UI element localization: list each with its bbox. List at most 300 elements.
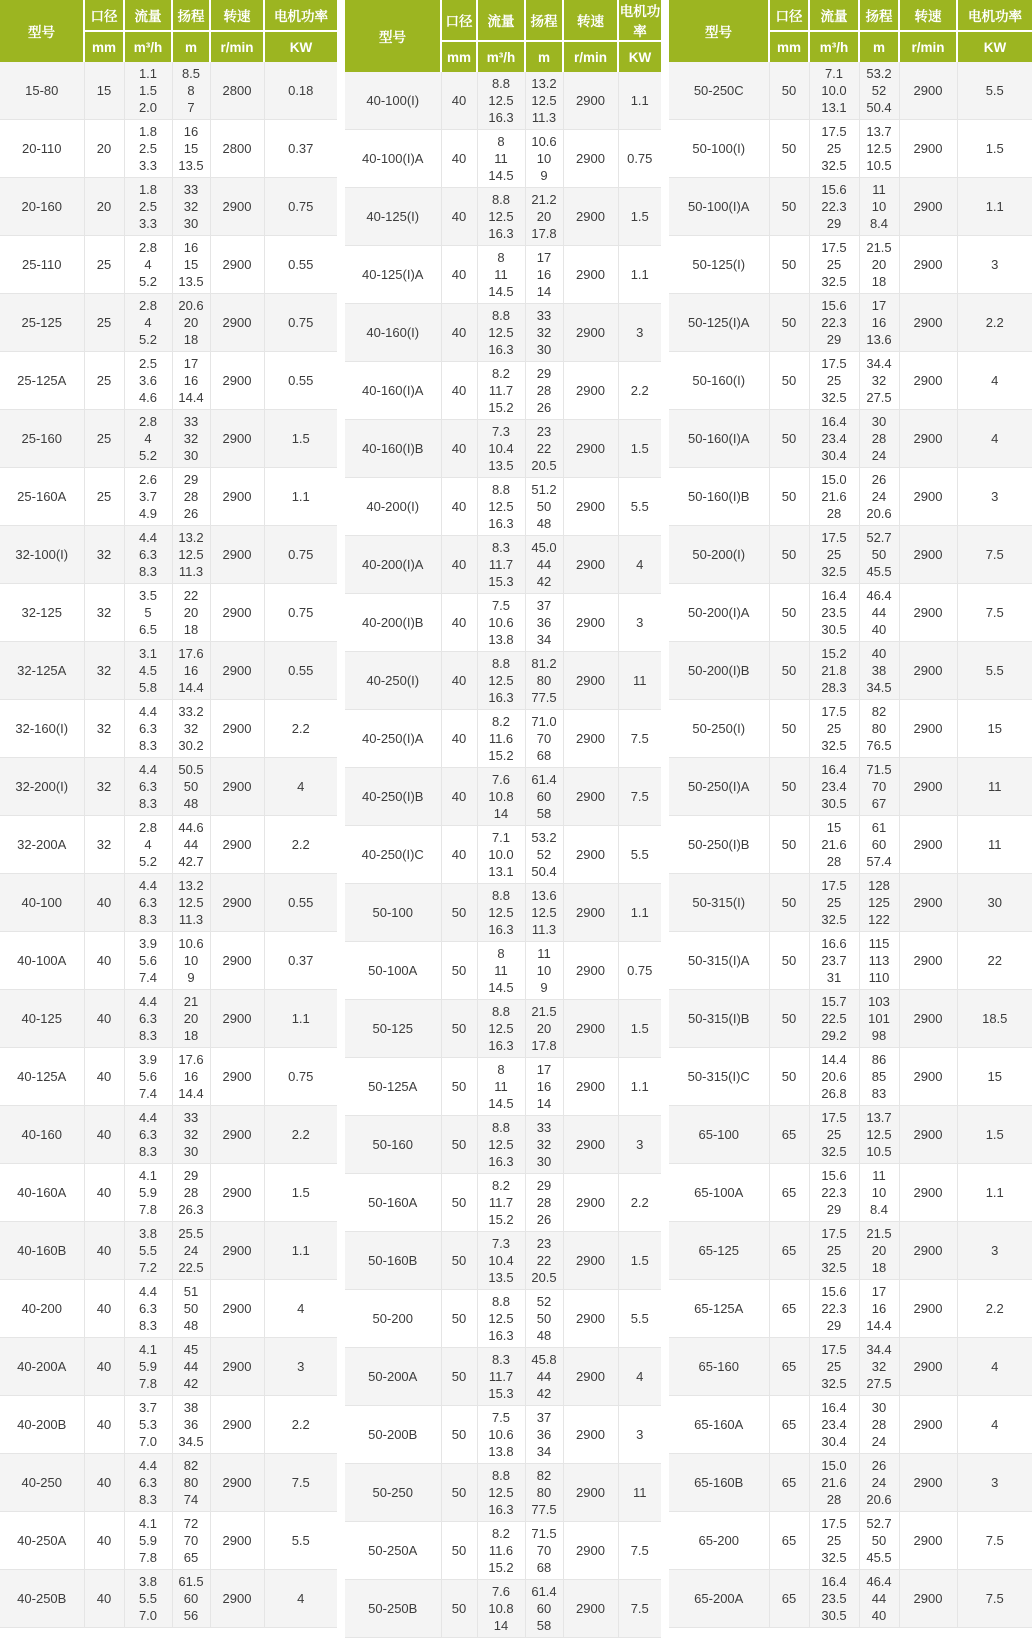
model-cell: 40-125(I)A	[345, 246, 441, 304]
speed-cell: 2900	[899, 62, 957, 120]
col-header-power-unit: KW	[957, 31, 1032, 62]
head-cell: 71.5 70 67	[859, 758, 899, 816]
power-cell: 1.5	[618, 188, 661, 246]
table-row	[345, 1116, 661, 1174]
power-cell: 7.5	[618, 1580, 661, 1638]
table-row	[669, 1280, 1032, 1338]
speed-cell: 2900	[563, 1464, 618, 1522]
model-cell: 65-200A	[669, 1570, 769, 1628]
diameter-cell: 40	[441, 594, 477, 652]
head-cell: 11 10 9	[525, 942, 563, 1000]
speed-cell: 2900	[899, 120, 957, 178]
model-cell: 40-250(I)	[345, 652, 441, 710]
col-header-model: 型号	[669, 0, 769, 62]
flow-cell: 8 11 14.5	[477, 1058, 525, 1116]
head-cell: 21 20 18	[172, 990, 210, 1048]
diameter-cell: 50	[769, 758, 809, 816]
speed-cell: 2900	[563, 536, 618, 594]
power-cell: 1.5	[618, 1232, 661, 1290]
col-header-flow-unit: m³/h	[477, 41, 525, 72]
flow-cell: 4.4 6.3 8.3	[124, 700, 172, 758]
model-cell: 40-160(I)A	[345, 362, 441, 420]
diameter-cell: 50	[769, 526, 809, 584]
power-cell: 0.37	[264, 120, 337, 178]
table-row	[345, 536, 661, 594]
model-cell: 50-200	[345, 1290, 441, 1348]
speed-cell: 2900	[563, 1406, 618, 1464]
model-cell: 40-250(I)B	[345, 768, 441, 826]
power-cell: 2.2	[618, 362, 661, 420]
table-row	[345, 1174, 661, 1232]
speed-cell: 2900	[899, 1396, 957, 1454]
flow-cell: 8.3 11.7 15.3	[477, 1348, 525, 1406]
table-row	[669, 294, 1032, 352]
model-cell: 40-250(I)A	[345, 710, 441, 768]
model-cell: 50-200A	[345, 1348, 441, 1406]
table-row	[0, 236, 337, 294]
power-cell: 3	[618, 1116, 661, 1174]
power-cell: 2.2	[264, 816, 337, 874]
flow-cell: 17.5 25 32.5	[809, 526, 859, 584]
flow-cell: 15.2 21.8 28.3	[809, 642, 859, 700]
flow-cell: 1.8 2.5 3.3	[124, 120, 172, 178]
speed-cell: 2900	[899, 874, 957, 932]
flow-cell: 3.7 5.3 7.0	[124, 1396, 172, 1454]
power-cell: 0.75	[264, 584, 337, 642]
head-cell: 53.2 52 50.4	[859, 62, 899, 120]
speed-cell: 2900	[899, 816, 957, 874]
power-cell: 0.55	[264, 642, 337, 700]
table-row	[345, 1406, 661, 1464]
speed-cell: 2900	[563, 1580, 618, 1638]
head-cell: 11 10 8.4	[859, 178, 899, 236]
speed-cell: 2900	[899, 758, 957, 816]
flow-cell: 17.5 25 32.5	[809, 1512, 859, 1570]
speed-cell: 2900	[899, 468, 957, 526]
speed-cell: 2900	[210, 294, 264, 352]
diameter-cell: 40	[84, 1106, 124, 1164]
speed-cell: 2900	[563, 652, 618, 710]
diameter-cell: 50	[441, 1348, 477, 1406]
table-row	[669, 932, 1032, 990]
model-cell: 50-315(I)A	[669, 932, 769, 990]
head-cell: 29 28 26	[525, 362, 563, 420]
diameter-cell: 50	[769, 410, 809, 468]
table-row	[0, 468, 337, 526]
diameter-cell: 40	[84, 1454, 124, 1512]
model-cell: 50-200B	[345, 1406, 441, 1464]
speed-cell: 2900	[563, 72, 618, 130]
diameter-cell: 65	[769, 1396, 809, 1454]
model-cell: 32-125	[0, 584, 84, 642]
head-cell: 51 50 48	[172, 1280, 210, 1338]
diameter-cell: 25	[84, 352, 124, 410]
col-header-power-unit: KW	[264, 31, 337, 62]
table-row	[0, 1454, 337, 1512]
table-row	[345, 1348, 661, 1406]
diameter-cell: 50	[769, 584, 809, 642]
power-cell: 15	[957, 700, 1032, 758]
model-cell: 50-250B	[345, 1580, 441, 1638]
diameter-cell: 50	[769, 932, 809, 990]
speed-cell: 2900	[899, 236, 957, 294]
flow-cell: 4.4 6.3 8.3	[124, 990, 172, 1048]
table-row	[669, 990, 1032, 1048]
flow-cell: 8 11 14.5	[477, 130, 525, 188]
model-cell: 50-200(I)A	[669, 584, 769, 642]
col-header-flow: 流量	[809, 0, 859, 31]
head-cell: 50.5 50 48	[172, 758, 210, 816]
speed-cell: 2900	[210, 526, 264, 584]
diameter-cell: 40	[84, 1164, 124, 1222]
power-cell: 15	[957, 1048, 1032, 1106]
head-cell: 17 16 14	[525, 1058, 563, 1116]
model-cell: 50-100	[345, 884, 441, 942]
flow-cell: 2.8 4 5.2	[124, 236, 172, 294]
power-cell: 1.1	[618, 246, 661, 304]
speed-cell: 2900	[899, 1048, 957, 1106]
power-cell: 1.1	[957, 1164, 1032, 1222]
diameter-cell: 50	[769, 1048, 809, 1106]
model-cell: 40-100	[0, 874, 84, 932]
diameter-cell: 40	[84, 1280, 124, 1338]
head-cell: 17 16 14.4	[172, 352, 210, 410]
table-row	[0, 990, 337, 1048]
speed-cell: 2900	[563, 942, 618, 1000]
power-cell: 3	[618, 594, 661, 652]
speed-cell: 2900	[210, 642, 264, 700]
table-header	[345, 0, 661, 72]
head-cell: 46.4 44 40	[859, 584, 899, 642]
table-row	[669, 1048, 1032, 1106]
table-row	[669, 1106, 1032, 1164]
table-row	[0, 410, 337, 468]
speed-cell: 2900	[563, 1348, 618, 1406]
diameter-cell: 40	[441, 826, 477, 884]
table-row	[669, 236, 1032, 294]
power-cell: 7.5	[957, 1512, 1032, 1570]
model-cell: 32-160(I)	[0, 700, 84, 758]
head-cell: 29 28 26	[525, 1174, 563, 1232]
head-cell: 52.7 50 45.5	[859, 1512, 899, 1570]
speed-cell: 2800	[210, 120, 264, 178]
table-row	[669, 526, 1032, 584]
col-header-head-unit: m	[859, 31, 899, 62]
flow-cell: 14.4 20.6 26.8	[809, 1048, 859, 1106]
diameter-cell: 65	[769, 1338, 809, 1396]
diameter-cell: 25	[84, 294, 124, 352]
head-cell: 82 80 77.5	[525, 1464, 563, 1522]
power-cell: 2.2	[618, 1174, 661, 1232]
diameter-cell: 50	[769, 352, 809, 410]
flow-cell: 17.5 25 32.5	[809, 236, 859, 294]
speed-cell: 2900	[899, 1280, 957, 1338]
head-cell: 29 28 26.3	[172, 1164, 210, 1222]
head-cell: 11 10 8.4	[859, 1164, 899, 1222]
head-cell: 25.5 24 22.5	[172, 1222, 210, 1280]
col-header-speed-unit: r/min	[899, 31, 957, 62]
speed-cell: 2900	[210, 584, 264, 642]
col-header-speed: 转速	[563, 0, 618, 41]
power-cell: 2.2	[264, 1396, 337, 1454]
head-cell: 34.4 32 27.5	[859, 1338, 899, 1396]
diameter-cell: 40	[441, 536, 477, 594]
table-row	[669, 1512, 1032, 1570]
model-cell: 32-200A	[0, 816, 84, 874]
diameter-cell: 32	[84, 758, 124, 816]
flow-cell: 8.8 12.5 16.3	[477, 478, 525, 536]
diameter-cell: 50	[769, 700, 809, 758]
power-cell: 1.1	[957, 178, 1032, 236]
flow-cell: 8.3 11.7 15.3	[477, 536, 525, 594]
flow-cell: 7.3 10.4 13.5	[477, 420, 525, 478]
flow-cell: 16.6 23.7 31	[809, 932, 859, 990]
speed-cell: 2900	[210, 1164, 264, 1222]
table-row	[669, 642, 1032, 700]
diameter-cell: 50	[769, 294, 809, 352]
head-cell: 81.2 80 77.5	[525, 652, 563, 710]
head-cell: 16 15 13.5	[172, 236, 210, 294]
model-cell: 50-125(I)A	[669, 294, 769, 352]
diameter-cell: 50	[441, 1580, 477, 1638]
speed-cell: 2900	[899, 584, 957, 642]
flow-cell: 8.8 12.5 16.3	[477, 188, 525, 246]
head-cell: 51.2 50 48	[525, 478, 563, 536]
head-cell: 10.6 10 9	[525, 130, 563, 188]
model-cell: 40-160B	[0, 1222, 84, 1280]
flow-cell: 17.5 25 32.5	[809, 700, 859, 758]
model-cell: 50-160(I)	[669, 352, 769, 410]
flow-cell: 17.5 25 32.5	[809, 352, 859, 410]
head-cell: 33.2 32 30.2	[172, 700, 210, 758]
model-cell: 50-250	[345, 1464, 441, 1522]
diameter-cell: 50	[769, 178, 809, 236]
speed-cell: 2900	[210, 932, 264, 990]
head-cell: 71.5 70 68	[525, 1522, 563, 1580]
power-cell: 1.5	[957, 1106, 1032, 1164]
flow-cell: 3.8 5.5 7.0	[124, 1570, 172, 1628]
table-row	[669, 758, 1032, 816]
head-cell: 82 80 74	[172, 1454, 210, 1512]
col-header-speed-unit: r/min	[210, 31, 264, 62]
diameter-cell: 50	[441, 1522, 477, 1580]
power-cell: 3	[264, 1338, 337, 1396]
diameter-cell: 40	[441, 710, 477, 768]
speed-cell: 2900	[563, 130, 618, 188]
model-cell: 50-250(I)B	[669, 816, 769, 874]
head-cell: 13.2 12.5 11.3	[525, 72, 563, 130]
power-cell: 7.5	[957, 584, 1032, 642]
flow-cell: 17.5 25 32.5	[809, 1106, 859, 1164]
head-cell: 128 125 122	[859, 874, 899, 932]
flow-cell: 15.7 22.5 29.2	[809, 990, 859, 1048]
speed-cell: 2900	[210, 874, 264, 932]
table-row	[669, 1570, 1032, 1628]
speed-cell: 2900	[210, 1570, 264, 1628]
speed-cell: 2900	[563, 710, 618, 768]
flow-cell: 17.5 25 32.5	[809, 1338, 859, 1396]
diameter-cell: 50	[441, 884, 477, 942]
diameter-cell: 40	[441, 768, 477, 826]
head-cell: 17 16 14.4	[859, 1280, 899, 1338]
speed-cell: 2900	[899, 178, 957, 236]
head-cell: 21.2 20 17.8	[525, 188, 563, 246]
power-cell: 0.75	[618, 942, 661, 1000]
flow-cell: 8.8 12.5 16.3	[477, 72, 525, 130]
model-cell: 40-200B	[0, 1396, 84, 1454]
table-row	[669, 62, 1032, 120]
col-header-diameter-unit: mm	[441, 41, 477, 72]
model-cell: 50-250A	[345, 1522, 441, 1580]
model-cell: 50-125A	[345, 1058, 441, 1116]
power-cell: 0.75	[264, 1048, 337, 1106]
model-cell: 40-100(I)A	[345, 130, 441, 188]
speed-cell: 2900	[210, 758, 264, 816]
table-row	[345, 942, 661, 1000]
power-cell: 0.55	[264, 874, 337, 932]
flow-cell: 16.4 23.5 30.5	[809, 584, 859, 642]
model-cell: 65-100	[669, 1106, 769, 1164]
model-cell: 40-200(I)	[345, 478, 441, 536]
speed-cell: 2900	[899, 1454, 957, 1512]
flow-cell: 4.4 6.3 8.3	[124, 1280, 172, 1338]
diameter-cell: 50	[769, 874, 809, 932]
model-cell: 50-100A	[345, 942, 441, 1000]
head-cell: 46.4 44 40	[859, 1570, 899, 1628]
table-row	[669, 1338, 1032, 1396]
speed-cell: 2900	[899, 294, 957, 352]
table-row	[345, 304, 661, 362]
flow-cell: 15.0 21.6 28	[809, 1454, 859, 1512]
head-cell: 17.6 16 14.4	[172, 642, 210, 700]
power-cell: 7.5	[957, 1570, 1032, 1628]
head-cell: 30 28 24	[859, 410, 899, 468]
flow-cell: 4.4 6.3 8.3	[124, 874, 172, 932]
flow-cell: 15.6 22.3 29	[809, 1280, 859, 1338]
table-row	[345, 1464, 661, 1522]
flow-cell: 15.6 22.3 29	[809, 178, 859, 236]
head-cell: 13.6 12.5 11.3	[525, 884, 563, 942]
speed-cell: 2900	[899, 1164, 957, 1222]
power-cell: 4	[264, 758, 337, 816]
model-cell: 40-160A	[0, 1164, 84, 1222]
col-header-head-unit: m	[525, 41, 563, 72]
col-header-diameter: 口径	[84, 0, 124, 31]
speed-cell: 2900	[899, 352, 957, 410]
head-cell: 82 80 76.5	[859, 700, 899, 758]
speed-cell: 2900	[210, 1512, 264, 1570]
model-cell: 50-125(I)	[669, 236, 769, 294]
table-row	[669, 468, 1032, 526]
speed-cell: 2900	[210, 990, 264, 1048]
power-cell: 0.75	[618, 130, 661, 188]
flow-cell: 7.6 10.8 14	[477, 768, 525, 826]
model-cell: 25-125A	[0, 352, 84, 410]
speed-cell: 2900	[210, 352, 264, 410]
table-row	[345, 188, 661, 246]
col-header-diameter-unit: mm	[84, 31, 124, 62]
table-row	[345, 1522, 661, 1580]
head-cell: 72 70 65	[172, 1512, 210, 1570]
flow-cell: 3.5 5 6.5	[124, 584, 172, 642]
flow-cell: 8.2 11.6 15.2	[477, 710, 525, 768]
power-cell: 7.5	[957, 526, 1032, 584]
power-cell: 0.75	[264, 526, 337, 584]
flow-cell: 1.1 1.5 2.0	[124, 62, 172, 120]
diameter-cell: 50	[769, 120, 809, 178]
power-cell: 3	[618, 1406, 661, 1464]
power-cell: 1.1	[264, 468, 337, 526]
model-cell: 40-250A	[0, 1512, 84, 1570]
power-cell: 3	[957, 236, 1032, 294]
head-cell: 40 38 34.5	[859, 642, 899, 700]
col-header-flow-unit: m³/h	[124, 31, 172, 62]
power-cell: 3	[957, 1454, 1032, 1512]
power-cell: 5.5	[957, 62, 1032, 120]
power-cell: 7.5	[618, 768, 661, 826]
flow-cell: 8.8 12.5 16.3	[477, 1000, 525, 1058]
head-cell: 13.2 12.5 11.3	[172, 526, 210, 584]
table-row	[345, 362, 661, 420]
table-row	[0, 1048, 337, 1106]
table-row	[0, 1164, 337, 1222]
model-cell: 25-160	[0, 410, 84, 468]
diameter-cell: 50	[441, 1174, 477, 1232]
flow-cell: 4.1 5.9 7.8	[124, 1164, 172, 1222]
table-row	[0, 294, 337, 352]
col-header-flow: 流量	[477, 0, 525, 41]
flow-cell: 8.8 12.5 16.3	[477, 304, 525, 362]
flow-cell: 15.6 22.3 29	[809, 294, 859, 352]
table-row	[669, 120, 1032, 178]
flow-cell: 16.4 23.5 30.5	[809, 1570, 859, 1628]
speed-cell: 2900	[899, 990, 957, 1048]
model-cell: 65-200	[669, 1512, 769, 1570]
flow-cell: 15 21.6 28	[809, 816, 859, 874]
table-row	[0, 120, 337, 178]
speed-cell: 2800	[210, 62, 264, 120]
model-cell: 20-110	[0, 120, 84, 178]
table-row	[345, 1290, 661, 1348]
model-cell: 65-125	[669, 1222, 769, 1280]
power-cell: 5.5	[957, 642, 1032, 700]
head-cell: 13.7 12.5 10.5	[859, 1106, 899, 1164]
diameter-cell: 40	[441, 478, 477, 536]
power-cell: 4	[264, 1570, 337, 1628]
diameter-cell: 65	[769, 1222, 809, 1280]
head-cell: 38 36 34.5	[172, 1396, 210, 1454]
col-header-speed: 转速	[210, 0, 264, 31]
power-cell: 5.5	[618, 826, 661, 884]
model-cell: 25-160A	[0, 468, 84, 526]
table-row	[345, 72, 661, 130]
speed-cell: 2900	[210, 816, 264, 874]
col-header-model: 型号	[345, 0, 441, 72]
col-header-power: 电机功率	[957, 0, 1032, 31]
speed-cell: 2900	[563, 420, 618, 478]
speed-cell: 2900	[210, 1048, 264, 1106]
flow-cell: 8.8 12.5 16.3	[477, 1116, 525, 1174]
table-row	[669, 700, 1032, 758]
diameter-cell: 25	[84, 468, 124, 526]
diameter-cell: 50	[769, 642, 809, 700]
speed-cell: 2900	[899, 1222, 957, 1280]
diameter-cell: 50	[441, 942, 477, 1000]
head-cell: 34.4 32 27.5	[859, 352, 899, 410]
table-row	[0, 758, 337, 816]
table-row	[345, 594, 661, 652]
speed-cell: 2900	[563, 826, 618, 884]
